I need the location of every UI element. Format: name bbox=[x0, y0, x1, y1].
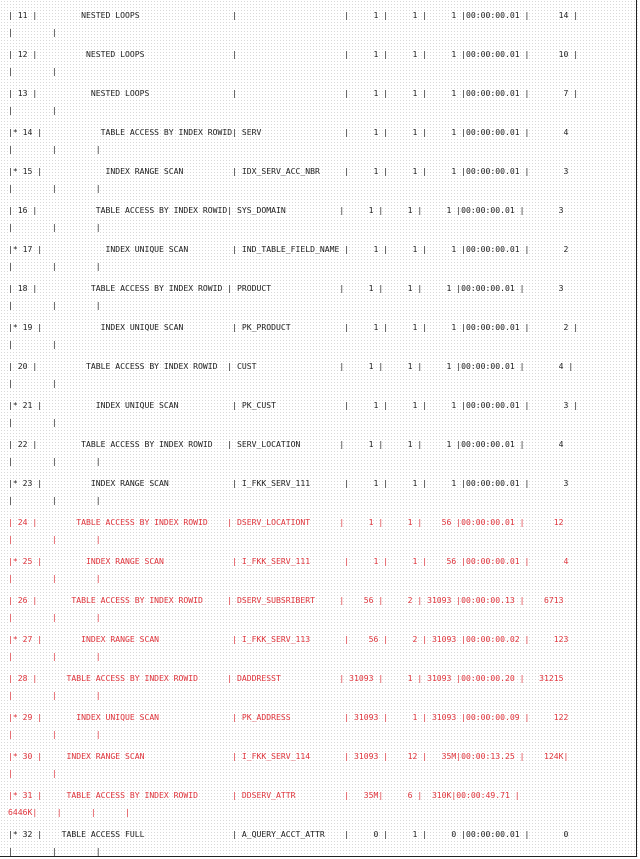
plan-row-wrap: | | | bbox=[8, 573, 101, 583]
plan-row-wrap: | | | bbox=[8, 534, 101, 544]
plan-row-line: | 11 | NESTED LOOPS | | 1 | 1 | 1 |00:00:00.01 | 14 | bbox=[8, 10, 579, 20]
plan-row-wrap: | | bbox=[8, 27, 57, 37]
plan-row-line: | 16 | TABLE ACCESS BY INDEX ROWID| SYS_DOMAIN | 1 | 1 | 1 |00:00:00.01 | 3 bbox=[8, 205, 564, 215]
plan-row-line: |* 23 | INDEX RANGE SCAN | I_FKK_SERV_111 | 1 | 1 | 1 |00:00:00.01 | 3 bbox=[8, 478, 569, 488]
plan-row-wrap: | | bbox=[8, 339, 57, 349]
plan-row-wrap: 6446K| | | | bbox=[8, 807, 130, 817]
plan-row-line: | 26 | TABLE ACCESS BY INDEX ROWID | DSERV_SUBSRIBERT | 56 | 2 | 31093 |00:00:00.13 | 6713 bbox=[8, 595, 564, 605]
plan-row-wrap: | | | bbox=[8, 456, 101, 466]
plan-row-wrap: | | | bbox=[8, 495, 101, 505]
plan-row-line: |* 15 | INDEX RANGE SCAN | IDX_SERV_ACC_NBR | 1 | 1 | 1 |00:00:00.01 | 3 bbox=[8, 166, 569, 176]
plan-row-line: |* 21 | INDEX UNIQUE SCAN | PK_CUST | 1 | 1 | 1 |00:00:00.01 | 3 | bbox=[8, 400, 579, 410]
plan-row-line: |* 31 | TABLE ACCESS BY INDEX ROWID | DDSERV_ATTR | 35M| 6 | 310K|00:00:49.71 | bbox=[8, 790, 520, 800]
plan-row-wrap: | | | bbox=[8, 612, 101, 622]
plan-row-wrap: | | | bbox=[8, 144, 101, 154]
plan-row-line: | 24 | TABLE ACCESS BY INDEX ROWID | DSERV_LOCATIONT | 1 | 1 | 56 |00:00:00.01 | 12 bbox=[8, 517, 564, 527]
plan-row-wrap: | | bbox=[8, 768, 57, 778]
plan-row-line: |* 25 | INDEX RANGE SCAN | I_FKK_SERV_111 | 1 | 1 | 56 |00:00:00.01 | 4 bbox=[8, 556, 569, 566]
plan-row-line: |* 27 | INDEX RANGE SCAN | I_FKK_SERV_113 | 56 | 2 | 31093 |00:00:00.02 | 123 bbox=[8, 634, 569, 644]
plan-row-wrap: | | bbox=[8, 417, 57, 427]
plan-row-line: | 13 | NESTED LOOPS | | 1 | 1 | 1 |00:00:00.01 | 7 | bbox=[8, 88, 579, 98]
plan-row-line: | 18 | TABLE ACCESS BY INDEX ROWID | PRODUCT | 1 | 1 | 1 |00:00:00.01 | 3 bbox=[8, 283, 564, 293]
plan-row-wrap: | | | bbox=[8, 651, 101, 661]
plan-row-wrap: | | | bbox=[8, 846, 101, 856]
plan-row-wrap: | | | bbox=[8, 690, 101, 700]
plan-row-line: |* 29 | INDEX UNIQUE SCAN | PK_ADDRESS | 31093 | 1 | 31093 |00:00:00.09 | 122 bbox=[8, 712, 569, 722]
plan-row-line: | 20 | TABLE ACCESS BY INDEX ROWID | CUST | 1 | 1 | 1 |00:00:00.01 | 4 | bbox=[8, 361, 574, 371]
plan-row-wrap: | | | bbox=[8, 183, 101, 193]
plan-row-wrap: | | | bbox=[8, 729, 101, 739]
plan-row-wrap: | | bbox=[8, 105, 57, 115]
plan-row-line: |* 32 | TABLE ACCESS FULL | A_QUERY_ACCT_ATTR | 0 | 1 | 0 |00:00:00.01 | 0 bbox=[8, 829, 569, 839]
plan-row-wrap: | | bbox=[8, 66, 57, 76]
plan-row-wrap: | | | bbox=[8, 261, 101, 271]
plan-row-line: | 28 | TABLE ACCESS BY INDEX ROWID | DADDRESST | 31093 | 1 | 31093 |00:00:00.20 | 31215 bbox=[8, 673, 564, 683]
plan-row-line: |* 17 | INDEX UNIQUE SCAN | IND_TABLE_FIELD_NAME | 1 | 1 | 1 |00:00:00.01 | 2 bbox=[8, 244, 569, 254]
plan-row-line: | 12 | NESTED LOOPS | | 1 | 1 | 1 |00:00:00.01 | 10 | bbox=[8, 49, 579, 59]
plan-row-line: |* 14 | TABLE ACCESS BY INDEX ROWID| SERV | 1 | 1 | 1 |00:00:00.01 | 4 bbox=[8, 127, 569, 137]
plan-row-line: |* 30 | INDEX RANGE SCAN | I_FKK_SERV_114 | 31093 | 12 | 35M|00:00:13.25 | 124K| bbox=[8, 751, 569, 761]
plan-row-line: | 22 | TABLE ACCESS BY INDEX ROWID | SERV_LOCATION | 1 | 1 | 1 |00:00:00.01 | 4 bbox=[8, 439, 564, 449]
plan-row-wrap: | | bbox=[8, 378, 57, 388]
plan-row-line: |* 19 | INDEX UNIQUE SCAN | PK_PRODUCT | 1 | 1 | 1 |00:00:00.01 | 2 | bbox=[8, 322, 579, 332]
plan-row-wrap: | | | bbox=[8, 300, 101, 310]
plan-row-wrap: | | | bbox=[8, 222, 101, 232]
